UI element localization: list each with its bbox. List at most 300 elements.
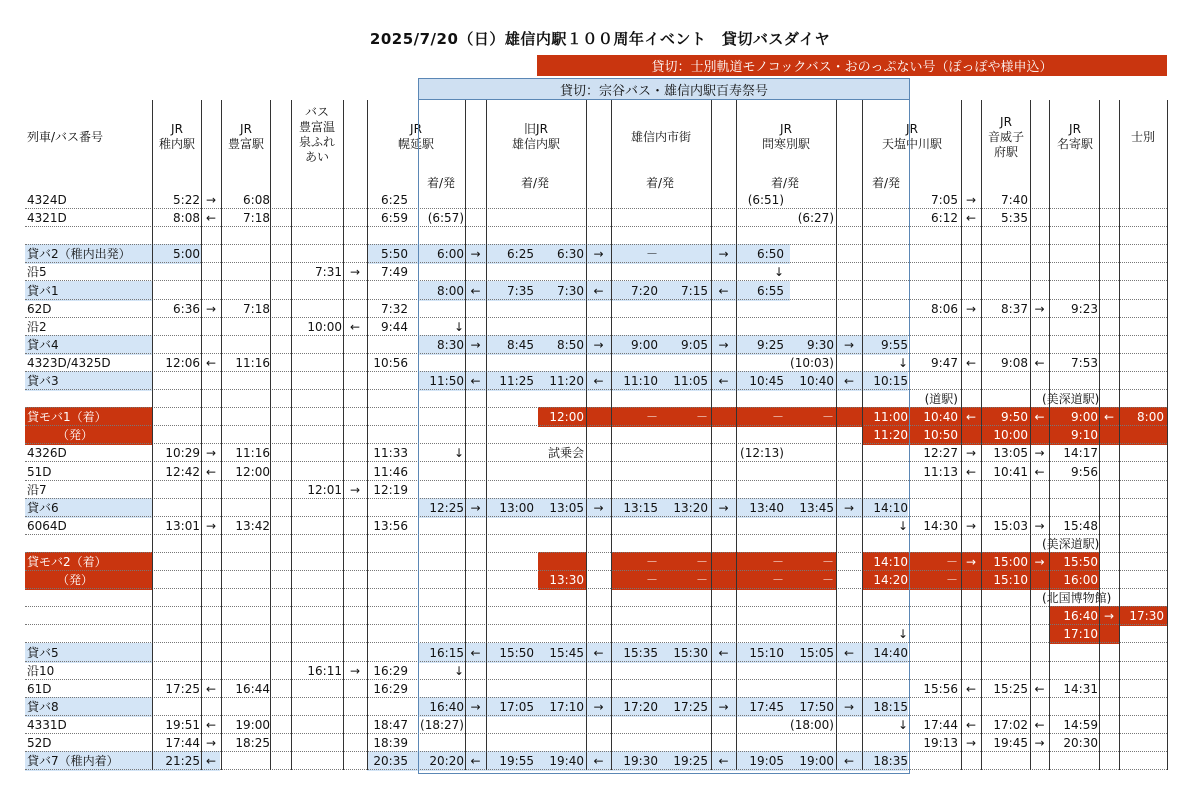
time-cell: －: [695, 555, 708, 569]
time-cell: 9:44: [381, 319, 408, 334]
header-toyotomi-station: JR 豊富駅: [227, 122, 264, 151]
time-cell: 8:00: [1137, 410, 1164, 425]
direction-arrow: →: [718, 337, 729, 352]
time-cell: (美深道駅): [1042, 392, 1100, 407]
time-cell: 16:40: [1063, 609, 1098, 624]
time-cell: 14:40: [873, 645, 908, 660]
time-cell: 6:08: [243, 193, 270, 207]
direction-arrow: ←: [965, 211, 977, 226]
time-cell: 13:01: [165, 518, 200, 533]
time-cell: (10:03): [790, 355, 834, 370]
time-cell: (6:57): [427, 211, 464, 226]
time-cell: 7:35: [507, 283, 534, 298]
direction-arrow: ↓: [453, 663, 464, 678]
direction-arrow: →: [843, 699, 855, 714]
time-cell: 7:18: [243, 211, 270, 226]
time-cell: 7:30: [557, 283, 584, 298]
charter-banner-soya-bus: 貸切：宗谷バス・雄信内駅百寿祭号: [418, 78, 910, 100]
sub-header-arr-dep: 着/発: [520, 176, 550, 190]
direction-arrow: ←: [843, 754, 855, 769]
time-cell: 20:35: [373, 754, 408, 769]
time-cell: 18:47: [373, 717, 408, 732]
time-cell: 14:10: [873, 500, 908, 515]
row-label: 4331D: [27, 717, 67, 732]
direction-arrow: ←: [965, 717, 977, 732]
header-onobunai-station: 旧JR 雄信内駅: [511, 122, 560, 151]
time-cell: 9:55: [881, 337, 908, 352]
direction-arrow: ←: [205, 211, 217, 226]
time-cell: 10:56: [373, 355, 408, 370]
time-cell: 15:35: [623, 645, 658, 660]
time-cell: (12:13): [740, 446, 784, 461]
time-cell: (道駅): [924, 392, 958, 407]
time-cell: 9:05: [681, 337, 708, 352]
time-cell: 14:10: [873, 555, 908, 569]
time-cell: －: [821, 410, 834, 425]
time-cell: 17:05: [499, 699, 534, 714]
column-border: [270, 100, 271, 770]
row-label: 61D: [27, 681, 52, 696]
direction-arrow: →: [1034, 555, 1045, 569]
time-cell: 10:00: [307, 319, 342, 334]
time-cell: 6:30: [557, 247, 584, 262]
direction-arrow: →: [718, 699, 729, 714]
time-cell: 15:03: [993, 518, 1028, 533]
header-horonobe-station: JR 幌延駅: [397, 122, 434, 151]
time-cell: 16:40: [429, 699, 464, 714]
time-cell: 15:56: [923, 681, 958, 696]
direction-arrow: ↓: [897, 627, 908, 642]
time-cell: －: [771, 573, 784, 588]
header-train-number: 列車/バス番号: [27, 130, 104, 144]
time-cell: 7:32: [381, 301, 408, 316]
time-cell: 14:20: [873, 573, 908, 588]
row-label: 4321D: [27, 211, 67, 226]
row-label: 沿5: [27, 265, 47, 280]
header-shibetsu: 士別: [1130, 130, 1155, 144]
time-cell: 17:10: [1063, 627, 1098, 642]
direction-arrow: →: [470, 337, 481, 352]
time-cell: －: [645, 247, 658, 262]
time-cell: 20:20: [429, 754, 464, 769]
time-cell: 15:00: [993, 555, 1028, 569]
direction-arrow: →: [349, 482, 361, 497]
time-cell: －: [771, 410, 784, 425]
page-title: 2025/7/20（日）雄信内駅１００周年イベント 貸切バスダイヤ: [369, 30, 831, 48]
direction-arrow: ←: [470, 374, 481, 388]
time-cell: 14:59: [1063, 717, 1098, 732]
direction-arrow: ←: [965, 410, 977, 425]
time-cell: 19:51: [165, 717, 200, 732]
row-label: 51D: [27, 464, 52, 479]
time-cell: 18:35: [873, 754, 908, 769]
direction-arrow: ↓: [897, 717, 908, 732]
time-cell: 8:00: [437, 283, 464, 298]
direction-arrow: ←: [718, 374, 729, 388]
direction-arrow: ←: [718, 283, 729, 298]
time-cell: 14:30: [923, 518, 958, 533]
direction-arrow: →: [718, 500, 729, 515]
time-cell: 10:41: [993, 464, 1028, 479]
direction-arrow: ←: [470, 754, 481, 769]
direction-arrow: ←: [1034, 355, 1045, 370]
time-cell: (6:27): [797, 211, 834, 226]
time-cell: －: [695, 410, 708, 425]
time-cell: 10:40: [799, 374, 834, 388]
time-cell: 10:00: [993, 428, 1028, 443]
charter-banner-monocoque: 貸切：士別軌道モノコックバス・おのっぷない号（ぽっぽや様申込）: [537, 55, 1167, 76]
row-label: 貸バ7（稚内着）: [27, 754, 119, 769]
direction-arrow: ←: [205, 681, 217, 696]
time-cell: 8:45: [507, 337, 534, 352]
time-cell: 5:50: [381, 247, 408, 262]
row-label: 52D: [27, 736, 52, 750]
direction-arrow: →: [843, 500, 855, 515]
time-cell: 16:00: [1063, 573, 1098, 588]
direction-arrow: →: [843, 337, 855, 352]
time-cell: 6:25: [381, 193, 408, 207]
time-cell: 16:29: [373, 663, 408, 678]
direction-arrow: →: [593, 337, 604, 352]
row-label: 6064D: [27, 518, 67, 533]
direction-arrow: ↓: [453, 319, 464, 334]
time-cell: 14:17: [1063, 446, 1098, 461]
row-label: 貸バ4: [27, 337, 59, 352]
time-cell: 15:25: [993, 681, 1028, 696]
time-cell: (美深道駅): [1042, 536, 1100, 551]
time-cell: 12:00: [549, 410, 584, 425]
time-cell: －: [821, 573, 834, 588]
time-cell: 16:44: [235, 681, 270, 696]
column-border: [1119, 100, 1120, 770]
direction-arrow: →: [470, 247, 481, 262]
time-cell: 12:00: [235, 464, 270, 479]
time-cell: 9:10: [1071, 428, 1098, 443]
time-cell: 7:49: [381, 265, 408, 280]
time-cell: 7:31: [315, 265, 342, 280]
direction-arrow: →: [965, 555, 977, 569]
row-label: 貸バ2（稚内出発）: [27, 247, 131, 262]
time-cell: 21:25: [165, 754, 200, 769]
time-cell: 11:00: [873, 410, 908, 425]
time-cell: 試乗会: [547, 446, 584, 461]
direction-arrow: ←: [593, 283, 604, 298]
direction-arrow: →: [593, 247, 604, 262]
direction-arrow: ←: [205, 355, 217, 370]
direction-arrow: →: [593, 500, 604, 515]
time-cell: 9:25: [757, 337, 784, 352]
time-cell: 10:50: [923, 428, 958, 443]
direction-arrow: ←: [205, 464, 217, 479]
column-border: [1167, 100, 1168, 770]
time-cell: 18:25: [235, 736, 270, 750]
direction-arrow: ←: [470, 645, 481, 660]
direction-arrow: ↓: [897, 518, 908, 533]
time-cell: 12:19: [373, 482, 408, 497]
header-wakkanai-station: JR 稚内駅: [158, 122, 195, 151]
direction-arrow: →: [1103, 609, 1115, 624]
direction-arrow: ←: [965, 464, 977, 479]
time-cell: 7:40: [1001, 193, 1028, 207]
time-cell: 13:40: [749, 500, 784, 515]
direction-arrow: ←: [593, 374, 604, 388]
direction-arrow: →: [470, 500, 481, 515]
direction-arrow: →: [205, 301, 217, 316]
time-cell: 19:00: [235, 717, 270, 732]
time-cell: 11:50: [429, 374, 464, 388]
sub-header-arr-dep: 着/発: [426, 176, 456, 190]
time-cell: －: [645, 555, 658, 569]
time-cell: －: [821, 555, 834, 569]
time-cell: 13:45: [799, 500, 834, 515]
time-cell: 8:30: [437, 337, 464, 352]
direction-arrow: ←: [349, 319, 361, 334]
time-cell: 11:33: [373, 446, 408, 461]
time-cell: 6:59: [381, 211, 408, 226]
time-cell: 20:30: [1063, 736, 1098, 750]
time-cell: 19:45: [993, 736, 1028, 750]
row-label: 貸モバ2（着）: [27, 555, 107, 569]
direction-arrow: →: [205, 446, 217, 461]
time-cell: 11:46: [373, 464, 408, 479]
time-cell: 11:05: [673, 374, 708, 388]
direction-arrow: ←: [965, 681, 977, 696]
header-onobunai-town: 雄信内市街: [630, 130, 691, 144]
time-cell: 7:18: [243, 301, 270, 316]
time-cell: 15:50: [1063, 555, 1098, 569]
direction-arrow: ←: [1034, 717, 1045, 732]
column-border: [152, 100, 153, 770]
row-label: 4323D/4325D: [27, 355, 111, 370]
row-label: 4326D: [27, 446, 67, 461]
time-cell: 11:25: [499, 374, 534, 388]
time-cell: 14:31: [1063, 681, 1098, 696]
time-cell: 16:15: [429, 645, 464, 660]
time-cell: 6:55: [757, 283, 784, 298]
direction-arrow: →: [205, 193, 217, 207]
time-cell: 10:29: [165, 446, 200, 461]
direction-arrow: ←: [718, 645, 729, 660]
time-cell: 9:47: [931, 355, 958, 370]
time-cell: 11:10: [623, 374, 658, 388]
direction-arrow: →: [470, 699, 481, 714]
column-border: [586, 100, 587, 770]
header-teshionakagawa-station: JR 天塩中川駅: [881, 122, 942, 151]
time-cell: 9:00: [1071, 410, 1098, 425]
time-cell: (6:51): [747, 193, 784, 207]
direction-arrow: →: [965, 736, 977, 750]
time-cell: 17:02: [993, 717, 1028, 732]
time-cell: 13:05: [549, 500, 584, 515]
time-cell: 15:30: [673, 645, 708, 660]
row-label: 沿7: [27, 482, 47, 497]
time-cell: 13:56: [373, 518, 408, 533]
time-cell: 16:29: [373, 681, 408, 696]
row-label: （発）: [27, 573, 94, 588]
time-cell: (北国博物館): [1042, 591, 1112, 606]
time-cell: 13:30: [549, 573, 584, 588]
direction-arrow: ←: [1034, 681, 1045, 696]
time-cell: 12:06: [165, 355, 200, 370]
column-border: [486, 100, 487, 770]
time-cell: 9:08: [1001, 355, 1028, 370]
column-border: [611, 100, 612, 770]
time-cell: (18:00): [790, 717, 834, 732]
time-cell: 7:20: [631, 283, 658, 298]
time-cell: 13:00: [499, 500, 534, 515]
direction-arrow: ←: [205, 754, 217, 769]
time-cell: 19:13: [923, 736, 958, 750]
sub-header-arr-dep: 着/発: [871, 176, 901, 190]
time-cell: 11:13: [923, 464, 958, 479]
header-toikanbetsu-station: JR 問寒別駅: [761, 122, 810, 151]
time-cell: 15:45: [549, 645, 584, 660]
column-border: [836, 100, 837, 770]
direction-arrow: ←: [1103, 410, 1115, 425]
time-cell: 17:10: [549, 699, 584, 714]
time-cell: 8:08: [173, 211, 200, 226]
time-cell: 17:20: [623, 699, 658, 714]
time-cell: 11:16: [235, 355, 270, 370]
time-cell: 7:53: [1071, 355, 1098, 370]
time-cell: 19:55: [499, 754, 534, 769]
time-cell: 19:00: [799, 754, 834, 769]
time-cell: 17:44: [923, 717, 958, 732]
direction-arrow: →: [205, 518, 217, 533]
direction-arrow: →: [965, 301, 977, 316]
time-cell: 17:45: [749, 699, 784, 714]
direction-arrow: →: [718, 247, 729, 262]
time-cell: －: [945, 555, 958, 569]
header-otoineppu-station: JR 音威子 府駅: [987, 115, 1024, 159]
direction-arrow: ↓: [897, 355, 908, 370]
time-cell: 9:00: [631, 337, 658, 352]
time-cell: 6:36: [173, 301, 200, 316]
direction-arrow: ←: [843, 374, 855, 388]
time-cell: 15:05: [799, 645, 834, 660]
direction-arrow: ←: [843, 645, 855, 660]
column-border: [1099, 100, 1100, 770]
time-cell: 13:05: [993, 446, 1028, 461]
column-border: [1049, 100, 1050, 770]
time-cell: 5:35: [1001, 211, 1028, 226]
time-cell: 11:20: [549, 374, 584, 388]
row-label: 4324D: [27, 193, 67, 207]
row-divider: [25, 606, 1167, 607]
sub-header-arr-dep: 着/発: [645, 176, 675, 190]
time-cell: －: [695, 573, 708, 588]
time-cell: 18:15: [873, 699, 908, 714]
row-label: 貸バ5: [27, 645, 59, 660]
time-cell: 17:30: [1129, 609, 1164, 624]
column-border: [465, 100, 466, 770]
column-border: [1030, 100, 1031, 770]
time-cell: 12:25: [429, 500, 464, 515]
direction-arrow: →: [965, 518, 977, 533]
time-cell: (18:27): [420, 717, 464, 732]
time-cell: 12:27: [923, 446, 958, 461]
time-cell: 7:05: [931, 193, 958, 207]
row-label: 62D: [27, 301, 52, 316]
header-toyotomi-onsen-bus: バス 豊富温 泉ふれ あい: [298, 105, 335, 164]
row-label: （発）: [27, 428, 94, 443]
time-cell: 9:23: [1071, 301, 1098, 316]
time-cell: 10:40: [923, 410, 958, 425]
direction-arrow: →: [965, 446, 977, 461]
time-cell: 19:25: [673, 754, 708, 769]
direction-arrow: ←: [1034, 410, 1045, 425]
time-cell: 12:01: [307, 482, 342, 497]
time-cell: 17:50: [799, 699, 834, 714]
time-cell: 6:12: [931, 211, 958, 226]
direction-arrow: ←: [593, 645, 604, 660]
row-label: 沿10: [27, 663, 55, 678]
time-cell: －: [945, 573, 958, 588]
direction-arrow: ↓: [453, 446, 464, 461]
direction-arrow: ←: [470, 283, 481, 298]
direction-arrow: ←: [205, 717, 217, 732]
charter-highlight-red: [538, 552, 586, 572]
direction-arrow: →: [965, 193, 977, 207]
row-label: 貸バ1: [27, 283, 59, 298]
direction-arrow: →: [1034, 736, 1045, 750]
time-cell: 13:15: [623, 500, 658, 515]
time-cell: 18:39: [373, 736, 408, 750]
time-cell: 10:15: [873, 374, 908, 388]
time-cell: 15:50: [499, 645, 534, 660]
time-cell: 5:22: [173, 193, 200, 207]
header-nayoro-station: JR 名寄駅: [1056, 122, 1093, 151]
time-cell: 6:50: [757, 247, 784, 262]
column-border: [711, 100, 712, 770]
row-label: 貸モバ1（着）: [27, 410, 107, 425]
direction-arrow: ←: [965, 355, 977, 370]
direction-arrow: →: [1034, 518, 1045, 533]
direction-arrow: ←: [718, 754, 729, 769]
time-cell: 6:25: [507, 247, 534, 262]
direction-arrow: →: [349, 265, 361, 280]
direction-arrow: →: [1034, 301, 1045, 316]
time-cell: 19:30: [623, 754, 658, 769]
direction-arrow: ↓: [773, 265, 784, 280]
row-label: 貸バ3: [27, 374, 59, 388]
time-cell: 19:40: [549, 754, 584, 769]
time-cell: 15:10: [993, 573, 1028, 588]
time-cell: 9:50: [1001, 410, 1028, 425]
time-cell: 6:00: [437, 247, 464, 262]
time-cell: 7:15: [681, 283, 708, 298]
time-cell: 12:42: [165, 464, 200, 479]
direction-arrow: ←: [1034, 464, 1045, 479]
time-cell: 8:50: [557, 337, 584, 352]
time-cell: －: [771, 555, 784, 569]
time-cell: 15:48: [1063, 518, 1098, 533]
time-cell: 9:56: [1071, 464, 1098, 479]
time-cell: 11:16: [235, 446, 270, 461]
direction-arrow: ←: [593, 754, 604, 769]
time-cell: 11:20: [873, 428, 908, 443]
direction-arrow: →: [593, 699, 604, 714]
time-cell: 9:30: [807, 337, 834, 352]
time-cell: 16:11: [307, 663, 342, 678]
time-cell: 13:20: [673, 500, 708, 515]
time-cell: 17:25: [673, 699, 708, 714]
time-cell: 13:42: [235, 518, 270, 533]
row-label: 貸バ6: [27, 500, 59, 515]
sub-header-arr-dep: 着/発: [770, 176, 800, 190]
direction-arrow: →: [1034, 446, 1045, 461]
direction-arrow: →: [205, 736, 217, 750]
